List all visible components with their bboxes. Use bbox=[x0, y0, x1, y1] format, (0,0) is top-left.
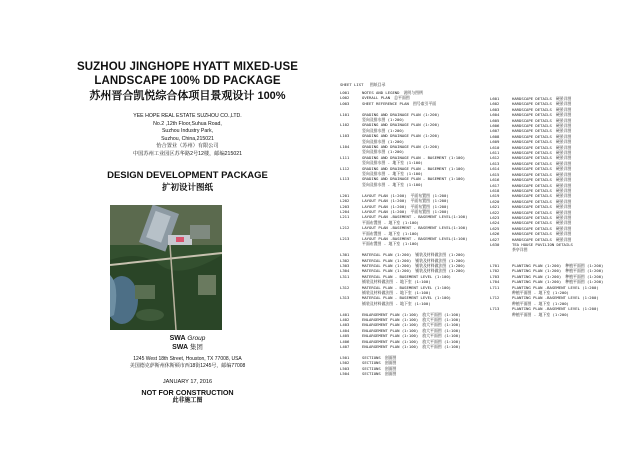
sheet-code: L613 bbox=[490, 160, 500, 166]
sheet-code: L614 bbox=[490, 166, 500, 172]
sheet-name-cn: 硬景详图 bbox=[555, 117, 572, 123]
client-line: No.2 ,12th Floor,Suhua Road, bbox=[153, 120, 222, 127]
sheet-name-cn: 剖面图 bbox=[384, 365, 397, 371]
sheet-code: L213 bbox=[340, 235, 350, 241]
firm-name bbox=[70, 334, 305, 343]
sheet-code: L623 bbox=[490, 214, 500, 220]
sheet-name-cn: 硬景详图 bbox=[555, 171, 572, 177]
sheet-name: HARDSCAPE DETAILS bbox=[512, 123, 552, 129]
sheet-code: L712 bbox=[490, 295, 500, 301]
sheet-code: L702 bbox=[490, 268, 500, 274]
sheet-name-cn: 种植平面图 - 地下室 (1:200) bbox=[512, 311, 569, 317]
sheet-name-cn: 竖向及排水图 (1:200) bbox=[362, 127, 405, 133]
sheet-name-cn: 硬景详图 bbox=[555, 204, 572, 210]
firm-logo-text-cn: SWA bbox=[172, 344, 189, 351]
sheet-name-cn: 铺装及材料做法图 (1:200) bbox=[415, 262, 466, 268]
sheet-code: L605 bbox=[490, 117, 500, 123]
sheet-name-cn: 铺装及材料做法图 - 地下室 (1:100) bbox=[362, 289, 431, 295]
sheet-name: MATERIAL PLAN (1:200) bbox=[362, 252, 412, 258]
sheet-name: HARDSCAPE DETAILS bbox=[512, 155, 552, 161]
sheet-name: MATERIAL PLAN - BASEMENT LEVEL (1:100) bbox=[362, 273, 452, 279]
sheet-name-cn: 硬景详图 bbox=[555, 220, 572, 226]
sheet-name-cn: 平面布置图 (1:200) bbox=[410, 198, 449, 204]
sheet-name: TEA HOUSE PAVILION DETAILS bbox=[512, 241, 573, 247]
sheet-row bbox=[340, 371, 467, 376]
sheet-code: L615 bbox=[490, 171, 500, 177]
sheet-name: SECTIONS bbox=[362, 354, 381, 360]
sheet-name: ENLARGEMENT PLAN (1:100) bbox=[362, 327, 419, 333]
sheet-name-cn: 硬景详图 bbox=[555, 182, 572, 188]
sheet-name-cn: 图号索引平面 bbox=[412, 100, 437, 106]
sheet-code: L604 bbox=[490, 112, 500, 118]
sheet-name: LAYOUT PLAN (1:200) bbox=[362, 192, 407, 198]
sheet-code: L111 bbox=[340, 154, 350, 160]
sheet-name-cn: 平面布置图 (1:200) bbox=[410, 203, 449, 209]
sheet-code: L313 bbox=[340, 295, 350, 301]
sheet-name-cn: 种植平面图 - 地下室 (1:200) bbox=[512, 300, 569, 306]
sheet-code: L203 bbox=[340, 203, 350, 209]
sheet-name: HARDSCAPE DETAILS bbox=[512, 236, 552, 242]
sheet-code: L112 bbox=[340, 165, 350, 171]
sheet-row bbox=[340, 225, 467, 230]
sheet-name: GRADING AND DRAINAGE PLAN - BASEMENT (1:100) bbox=[362, 165, 466, 171]
package-title: DESIGN DEVELOPMENT PACKAGE bbox=[107, 169, 268, 181]
sheet-list-column-1 bbox=[340, 90, 467, 376]
sheet-name-cn: 硬景详图 bbox=[555, 144, 572, 150]
sheet-list-column-2 bbox=[490, 96, 573, 253]
sheet-name: SECTIONS bbox=[362, 365, 381, 371]
sheet-name: HARDSCAPE DETAILS bbox=[512, 106, 552, 112]
sheet-name-cn: 种植平面图 (1:200) bbox=[565, 273, 604, 279]
sheet-name-cn: 放大平面图 (1:100) bbox=[422, 333, 461, 339]
firm-block bbox=[70, 334, 305, 405]
sheet-code: L211 bbox=[340, 214, 350, 220]
sheet-name-cn: 竖向及排水图 (1:200) bbox=[362, 149, 405, 155]
sheet-code: L102 bbox=[340, 122, 350, 128]
sheet-name: ENLARGEMENT PLAN (1:100) bbox=[362, 338, 419, 344]
client-line: YEE HOPE REAL ESTATE SUZHOU CO.,LTD. bbox=[133, 113, 242, 119]
sheet-code: L625 bbox=[490, 225, 500, 231]
sheet-name: LAYOUT PLAN -BASEMENT - BASEMENT LEVEL(1:100) bbox=[362, 235, 468, 241]
sheet-name: GRADING AND DRAINAGE PLAN - BASEMENT (1:100) bbox=[362, 154, 466, 160]
sheet-code: L624 bbox=[490, 220, 500, 226]
sheet-code: L609 bbox=[490, 139, 500, 145]
sheet-name: HARDSCAPE DETAILS bbox=[512, 225, 552, 231]
sheet-name-cn: 竖向及排水图 - 地下室 (1:100) bbox=[362, 160, 423, 166]
sheet-name-cn: 硬景详图 bbox=[555, 96, 572, 101]
sheet-code: L101 bbox=[340, 111, 350, 117]
sheet-name-cn: 硬景详图 bbox=[555, 166, 572, 172]
sheet-name-cn: 平面布置图 - 地下室 (1:100) bbox=[362, 241, 419, 247]
sheet-code: L113 bbox=[340, 176, 350, 182]
sheet-name-cn: 硬景详图 bbox=[555, 214, 572, 220]
sheet-name: LAYOUT PLAN (1:200) bbox=[362, 208, 407, 214]
sheet-name: ENLARGEMENT PLAN (1:100) bbox=[362, 333, 419, 339]
sheet-name: HARDSCAPE DETAILS bbox=[512, 139, 552, 145]
project-title-line2: LANDSCAPE 100% DD PACKAGE bbox=[94, 75, 281, 87]
sheet-code: L402 bbox=[340, 317, 350, 322]
sheet-name-cn: 铺装及材料做法图 (1:200) bbox=[415, 252, 466, 258]
sheet-name: HARDSCAPE DETAILS bbox=[512, 133, 552, 139]
sheet-code: L620 bbox=[490, 198, 500, 204]
sheet-name: SECTIONS bbox=[362, 371, 381, 377]
sheet-code: L616 bbox=[490, 177, 500, 183]
sheet-name-cn: 总平面图 bbox=[394, 95, 410, 101]
sheet-name: NOTES AND LEGEND bbox=[362, 90, 400, 95]
sheet-name-cn: 放大平面图 (1:100) bbox=[422, 338, 461, 344]
sheet-name: PLANTING PLAN -BASEMENT LEVEL (1:200) bbox=[512, 284, 599, 290]
sheet-code: L626 bbox=[490, 231, 500, 237]
sheet-name: HARDSCAPE DETAILS bbox=[512, 193, 552, 199]
sheet-name: HARDSCAPE DETAILS bbox=[512, 204, 552, 210]
sheet-code: L503 bbox=[340, 365, 350, 371]
sheet-code: L404 bbox=[340, 327, 350, 333]
sheet-name-cn: 平面布置图 (1:200) bbox=[410, 208, 449, 214]
sheet-name: HARDSCAPE DETAILS bbox=[512, 166, 552, 172]
sheet-code: L301 bbox=[340, 252, 350, 258]
sheet-name-cn: 硬景详图 bbox=[555, 101, 572, 107]
sheet-name: LAYOUT PLAN -BASEMENT - BASEMENT LEVEL(1:100) bbox=[362, 214, 468, 220]
sheet-name-cn: 硬景详图 bbox=[555, 177, 572, 183]
sheet-name-cn: 硬景详图 bbox=[555, 187, 572, 193]
sheet-code: L302 bbox=[340, 257, 350, 263]
sheet-code: L001 bbox=[340, 90, 350, 95]
issue-date: JANUARY 17, 2016 bbox=[162, 379, 213, 385]
sheet-code: L002 bbox=[340, 95, 350, 101]
sheet-code: L704 bbox=[490, 279, 500, 285]
sheet-name: GRADING AND DRAINAGE PLAN (1:200) bbox=[362, 144, 440, 150]
sheet-list-title bbox=[340, 82, 385, 87]
sheet-name: PLANTING PLAN (1:200) bbox=[512, 263, 562, 268]
sheet-code: L003 bbox=[340, 100, 350, 106]
project-title-cn: 苏州晋合凯悦综合体项目景观设计 100% bbox=[89, 90, 286, 102]
client-line: Suzhou Industry Park, bbox=[161, 128, 214, 135]
sheet-code: L407 bbox=[340, 344, 350, 350]
sheet-name: GRADING AND DRAINAGE PLAN - BASEMENT (1:100) bbox=[362, 176, 466, 182]
sheet-code: L104 bbox=[340, 144, 350, 150]
sheet-name: SHEET REFERENCE PLAN bbox=[362, 100, 409, 106]
sheet-name: HARDSCAPE DETAILS bbox=[512, 182, 552, 188]
sheet-code: L622 bbox=[490, 209, 500, 215]
sheet-name: LAYOUT PLAN (1:200) bbox=[362, 198, 407, 204]
sheet-name-cn: 平面布置图 (1:200) bbox=[410, 192, 449, 198]
sheet-name-cn: 放大平面图 (1:100) bbox=[422, 327, 461, 333]
sheet-code: L312 bbox=[340, 284, 350, 290]
sheet-name-cn: 硬景详图 bbox=[555, 155, 572, 161]
sheet-code: L311 bbox=[340, 273, 350, 279]
sheet-name-cn: 硬景详图 bbox=[555, 193, 572, 199]
sheet-name: HARDSCAPE DETAILS bbox=[512, 171, 552, 177]
sheet-name-cn: 铺装及材料做法图 (1:200) bbox=[415, 268, 466, 274]
sheet-name: GRADING AND DRAINAGE PLAN (1:200) bbox=[362, 122, 440, 128]
client-line: Suzhou, China,215021 bbox=[161, 135, 214, 142]
sheet-name: HARDSCAPE DETAILS bbox=[512, 198, 552, 204]
sheet-name: MATERIAL PLAN (1:200) bbox=[362, 268, 412, 274]
sheet-code: L621 bbox=[490, 204, 500, 210]
sheet-name: MATERIAL PLAN - BASEMENT LEVEL (1:100) bbox=[362, 295, 452, 301]
sheet-code: L212 bbox=[340, 225, 350, 231]
sheet-name-cn: 硬景详图 bbox=[555, 112, 572, 118]
client-line: 怡合置业（苏州）有限公司 bbox=[156, 143, 219, 150]
sheet-code: L612 bbox=[490, 155, 500, 161]
sheet-code: L304 bbox=[340, 268, 350, 274]
sheet-name-cn: 硬景详图 bbox=[555, 225, 572, 231]
sheet-name: MATERIAL PLAN (1:200) bbox=[362, 262, 412, 268]
sheet-name-cn: 硬景详图 bbox=[555, 139, 572, 145]
sheet-name-cn: 剖面图 bbox=[384, 360, 397, 366]
sheet-row bbox=[340, 214, 467, 219]
sheet-name-cn: 硬景详图 bbox=[555, 209, 572, 215]
sheet-name: GRADING AND DRAINAGE PLAN (1:200) bbox=[362, 111, 440, 117]
sheet-name: MATERIAL PLAN (1:200) bbox=[362, 257, 412, 263]
sheet-name-cn: 铺装及材料做法图 (1:200) bbox=[415, 257, 466, 263]
sheet-name-cn: 硬景详图 bbox=[555, 236, 572, 242]
sheet-code: L504 bbox=[340, 371, 350, 377]
sheet-code: L713 bbox=[490, 306, 500, 312]
sheet-name: PLANTING PLAN (1:200) bbox=[512, 279, 562, 285]
sheet-code: L711 bbox=[490, 284, 500, 290]
sheet-list-column-3 bbox=[490, 263, 603, 317]
firm-tag-cn: 集团 bbox=[189, 344, 203, 351]
sheet-name-cn: 种植平面图 - 地下室 (1:200) bbox=[512, 290, 569, 296]
sheet-name-cn: 硬景详图 bbox=[555, 123, 572, 129]
sheet-name-cn: 剖面图 bbox=[384, 354, 397, 360]
sheet-name: HARDSCAPE DETAILS bbox=[512, 117, 552, 123]
sheet-name: MATERIAL PLAN - BASEMENT LEVEL (1:100) bbox=[362, 284, 452, 290]
sheet-name: HARDSCAPE DETAILS bbox=[512, 101, 552, 107]
sheet-code: L608 bbox=[490, 133, 500, 139]
sheet-name-cn: 硬景详图 bbox=[555, 198, 572, 204]
sheet-row bbox=[490, 242, 573, 247]
sheet-row bbox=[340, 344, 467, 349]
sheet-name-cn: 铺装及材料做法图 - 地下室 (1:100) bbox=[362, 300, 431, 306]
sheet-code: L630 bbox=[490, 241, 500, 247]
sheet-name-cn: 放大平面图 (1:100) bbox=[422, 322, 461, 328]
sheet-name-cn: 放大平面图 (1:100) bbox=[422, 311, 461, 317]
sheet-name-cn: 硬景详图 bbox=[555, 106, 572, 112]
sheet-name-cn: 说明与图例 bbox=[403, 90, 423, 95]
sheet-name-cn: 硬景详图 bbox=[555, 231, 572, 237]
sheet-code: L601 bbox=[490, 96, 500, 101]
sheet-name-cn: 铺装及材料做法图 - 地下室 (1:100) bbox=[362, 279, 431, 285]
sheet-name: ENLARGEMENT PLAN (1:100) bbox=[362, 344, 419, 350]
sheet-name-cn: 茶亭详图 bbox=[512, 247, 528, 253]
sheet-name-cn: 竖向及排水图 - 地下室 (1:100) bbox=[362, 181, 423, 187]
sheet-name: HARDSCAPE DETAILS bbox=[512, 150, 552, 156]
sheet-name-cn: 竖向及排水图 (1:200) bbox=[362, 117, 405, 123]
sheet-name: PLANTING PLAN (1:200) bbox=[512, 268, 562, 274]
firm-address-en: 1245 West 18th Street, Houston, TX 77008, USA bbox=[133, 356, 242, 362]
sheet-name: HARDSCAPE DETAILS bbox=[512, 177, 552, 183]
sheet-name-cn: 种植平面图 (1:200) bbox=[565, 263, 604, 268]
sheet-code: L204 bbox=[340, 208, 350, 214]
sheet-code: L611 bbox=[490, 150, 500, 156]
sheet-name: OVERALL PLAN bbox=[362, 95, 391, 101]
sheet-name: HARDSCAPE DETAILS bbox=[512, 209, 552, 215]
sheet-code: L703 bbox=[490, 273, 500, 279]
sheet-name: HARDSCAPE DETAILS bbox=[512, 112, 552, 118]
sheet-code: L502 bbox=[340, 360, 350, 366]
sheet-name-cn: 竖向及排水图 - 地下室 (1:100) bbox=[362, 171, 423, 177]
firm-tag: Group bbox=[187, 335, 206, 342]
sheet-name: ENLARGEMENT PLAN (1:100) bbox=[362, 311, 419, 317]
sheet-code: L618 bbox=[490, 187, 500, 193]
sheet-name-cn: 竖向及排水图 (1:200) bbox=[362, 138, 405, 144]
sheet-name-cn: 硬景详图 bbox=[555, 133, 572, 139]
sheet-name-cn: 平面布置图 - 地下室 (1:100) bbox=[362, 230, 419, 236]
sheet-name: LAYOUT PLAN (1:200) bbox=[362, 203, 407, 209]
client-address bbox=[70, 113, 305, 159]
sheet-name-cn: 平面布置图 - 地下室 (1:100) bbox=[362, 219, 419, 225]
aerial-site-photo bbox=[110, 205, 222, 330]
sheet-code: L606 bbox=[490, 123, 500, 129]
sheet-code: L607 bbox=[490, 128, 500, 134]
sheet-name-cn: 硬景详图 bbox=[555, 128, 572, 134]
sheet-name: SECTIONS bbox=[362, 360, 381, 366]
sheet-name: HARDSCAPE DETAILS bbox=[512, 128, 552, 134]
sheet-name-cn: 种植平面图 (1:200) bbox=[565, 268, 604, 274]
sheet-name: PLANTING PLAN (1:200) bbox=[512, 273, 562, 279]
sheet-code: L202 bbox=[340, 198, 350, 204]
sheet-list-heading: SHEET LIST bbox=[340, 82, 364, 87]
sheet-code: L201 bbox=[340, 192, 350, 198]
sheet-code: L405 bbox=[340, 333, 350, 339]
sheet-name: GRADING AND DRAINAGE PLAN (1:200) bbox=[362, 133, 440, 139]
sheet-name: HARDSCAPE DETAILS bbox=[512, 144, 552, 150]
sheet-code: L627 bbox=[490, 236, 500, 242]
sheet-name-cn: 放大平面图 (1:100) bbox=[422, 317, 461, 322]
sheet-name: PLANTING PLAN -BASEMENT LEVEL (1:200) bbox=[512, 306, 599, 312]
sheet-list-heading-cn: 图纸目录 bbox=[369, 82, 386, 87]
sheet-name: PLANTING PLAN -BASEMENT LEVEL (1:200) bbox=[512, 295, 599, 301]
sheet-name: LAYOUT PLAN -BASEMENT - BASEMENT LEVEL(1:100) bbox=[362, 225, 468, 231]
sheet-name-cn: 硬景详图 bbox=[555, 150, 572, 156]
sheet-code: L603 bbox=[490, 106, 500, 112]
sheet-code: L501 bbox=[340, 354, 350, 360]
sheet-row bbox=[490, 306, 603, 311]
sheet-code: L617 bbox=[490, 182, 500, 188]
sheet-name: HARDSCAPE DETAILS bbox=[512, 160, 552, 166]
sheet-name: HARDSCAPE DETAILS bbox=[512, 220, 552, 226]
firm-logo-text: SWA bbox=[169, 335, 186, 342]
construction-status-cn: 此非施工图 bbox=[172, 398, 203, 404]
client-line: 中国苏州工业园区苏华路2号12楼，邮编215021 bbox=[133, 150, 242, 157]
sheet-code: L303 bbox=[340, 262, 350, 268]
sheet-row bbox=[340, 295, 467, 300]
sheet-code: L701 bbox=[490, 263, 500, 268]
firm-name-cn bbox=[70, 343, 305, 352]
sheet-code: L401 bbox=[340, 311, 350, 317]
sheet-name: ENLARGEMENT PLAN (1:100) bbox=[362, 317, 419, 322]
sheet-code: L602 bbox=[490, 101, 500, 107]
sheet-code: L406 bbox=[340, 338, 350, 344]
project-title-line1: SUZHOU JINGHOPE HYATT MIXED-USE bbox=[77, 61, 298, 73]
sheet-name: HARDSCAPE DETAILS bbox=[512, 231, 552, 237]
firm-address-cn: 美国德克萨斯州休斯顿市西18街1245号，邮编77008 bbox=[129, 363, 246, 369]
sheet-code: L103 bbox=[340, 133, 350, 139]
sheet-name-cn: 硬景详图 bbox=[555, 160, 572, 166]
sheet-name-cn: 放大平面图 (1:100) bbox=[422, 344, 461, 350]
sheet-name-cn: 种植平面图 (1:200) bbox=[565, 279, 604, 285]
sheet-code: L610 bbox=[490, 144, 500, 150]
package-title-cn: 扩初设计图纸 bbox=[161, 181, 213, 192]
sheet-code: L619 bbox=[490, 193, 500, 199]
cover-block bbox=[70, 60, 305, 193]
sheet-name: HARDSCAPE DETAILS bbox=[512, 214, 552, 220]
construction-status: NOT FOR CONSTRUCTION bbox=[141, 388, 234, 397]
sheet-name: HARDSCAPE DETAILS bbox=[512, 187, 552, 193]
sheet-code: L403 bbox=[340, 322, 350, 328]
sheet-name-cn: 剖面图 bbox=[384, 371, 397, 377]
sheet-name: ENLARGEMENT PLAN (1:100) bbox=[362, 322, 419, 328]
sheet-name: HARDSCAPE DETAILS bbox=[512, 96, 552, 101]
